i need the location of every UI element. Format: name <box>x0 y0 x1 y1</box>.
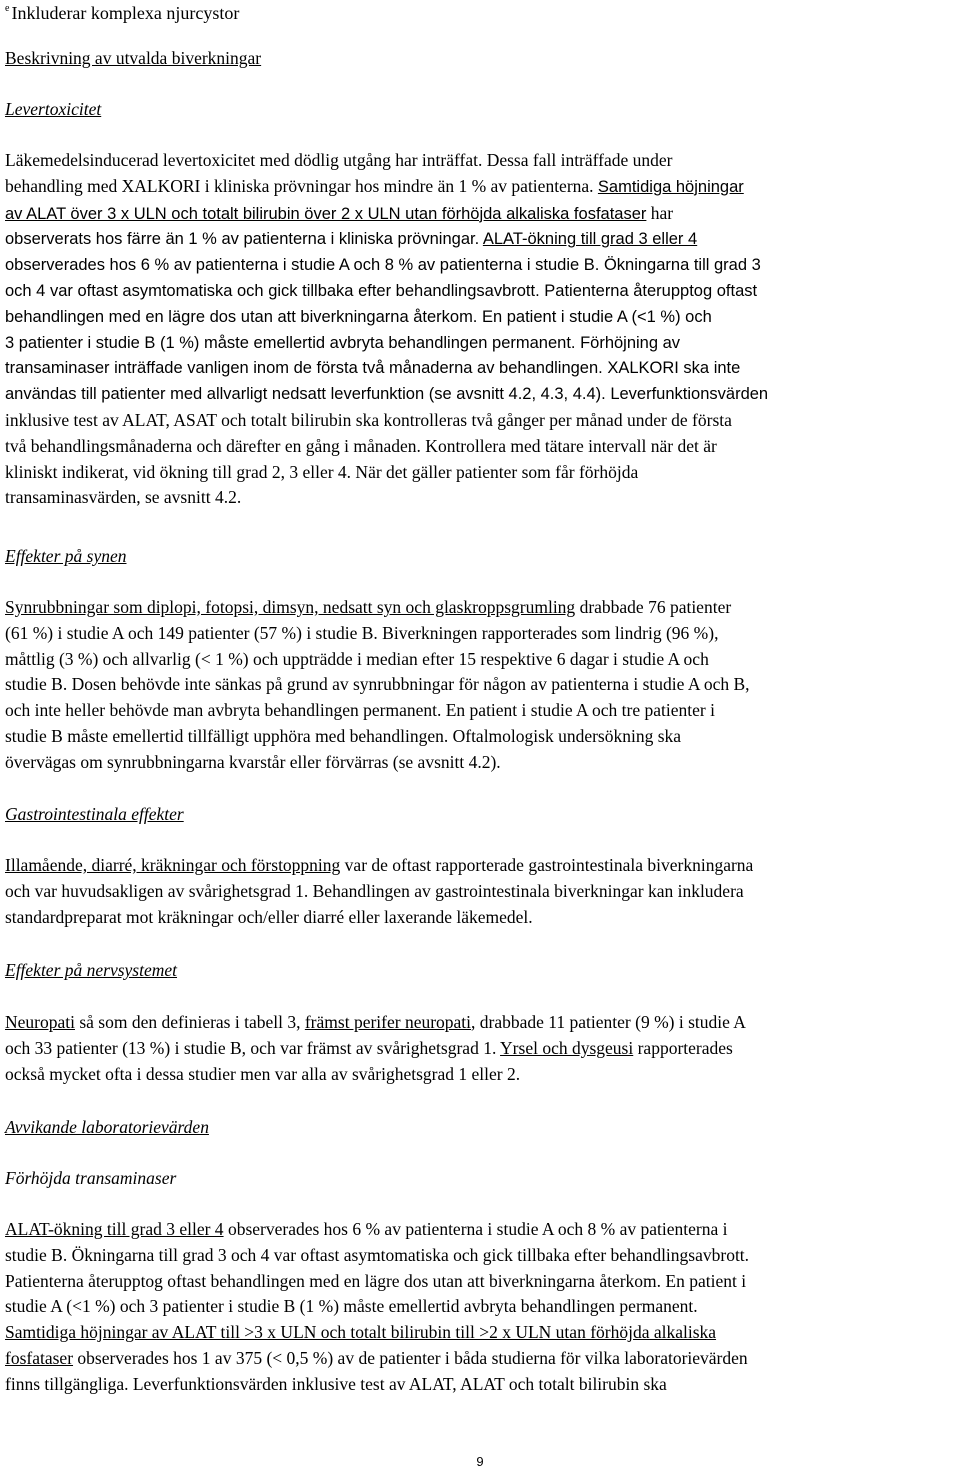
nerv-paragraph <box>5 1010 955 1087</box>
highlighted-text: Yrsel och dysgeusi <box>500 1037 634 1058</box>
highlighted-text: ALAT-ökning till grad 3 eller 4 <box>5 1219 224 1239</box>
syn-paragraph <box>5 595 955 776</box>
footnote-text: Inkluderar komplexa njurcystor <box>11 3 240 23</box>
lab-subheading: Förhöjda transaminaser <box>5 1168 177 1188</box>
text-line: och var huvudsakligen av svårighetsgrad 1. Behandlingen av gastrointestinala biverkningar kan inkludera <box>5 880 744 901</box>
gi-paragraph <box>5 853 955 930</box>
text-line <box>5 1320 955 1346</box>
highlighted-text: Synrubbningar som diplopi, fotopsi, dimsyn, nedsatt syn och glaskroppsgrumling <box>5 597 576 617</box>
text-line: transaminasvärden, se avsnitt 4.2. <box>5 487 242 508</box>
text-line: och 4 var oftast asymtomatiska och gick tillbaka efter behandlingsavbrott. Patienterna återupptog oftast <box>5 281 758 300</box>
text-line: ALAT-ökning till grad 3 eller 4 observerades hos 6 % av patienterna i studie A och 8 % av patienterna i <box>5 1219 728 1239</box>
text-line: och inte heller behövde man avbryta behandlingen permanent. En patient i studie A och tre patienter i <box>5 700 715 721</box>
text-line: studie B. Dosen behövde inte sänkas på grund av synrubbningar för någon av patienterna i studie A och B, <box>5 674 750 695</box>
text-line: finns tillgängliga. Leverfunktionsvärden inklusive test av ALAT, ALAT och totalt bilirubin ska <box>5 1373 667 1394</box>
text-line: inklusive test av ALAT, ASAT och totalt bilirubin ska kontrolleras två gånger per månad under de första <box>5 409 732 430</box>
highlighted-text: främst perifer neuropati <box>304 1012 472 1032</box>
highlighted-text: ALAT-ökning till grad 3 eller 4 <box>482 230 698 249</box>
text-line: användas till patienter med allvarligt nedsatt leverfunktion (se avsnitt 4.2, 4.3, 4.4). Leverfunktionsvärden <box>5 385 769 404</box>
text-line: studie B måste emellertid tillfälligt upphöra med behandlingen. Oftalmologisk undersökning ska <box>5 725 682 746</box>
text-line: Läkemedelsinducerad levertoxicitet med dödlig utgång har inträffat. Dessa fall inträffade under <box>5 150 673 170</box>
highlighted-text: Neuropati <box>5 1012 75 1032</box>
text-line: standardpreparat mot kräkningar och/eller diarré eller laxerande läkemedel. <box>5 906 533 927</box>
text-line: (61 %) i studie A och 149 patienter (57 %) i studie B. Biverkningen rapporterades som lindrig (96 %), <box>5 622 719 643</box>
levertox-heading: Levertoxicitet <box>5 99 102 119</box>
text-line: och 33 patienter (13 %) i studie B, och var främst av svårighetsgrad 1. Yrsel och dysgeusi rapporterades <box>5 1037 733 1058</box>
footnote-marker: e <box>5 3 10 14</box>
nerv-heading: Effekter på nervsystemet <box>5 960 178 980</box>
text-line: observerades hos 6 % av patienterna i studie A och 8 % av patienterna i studie B. Ökningarna till grad 3 <box>5 256 761 275</box>
text-line: Synrubbningar som diplopi, fotopsi, dimsyn, nedsatt syn och glaskroppsgrumling drabbade 76 patienter <box>5 597 732 617</box>
text-line: två behandlingsmånaderna och därefter en gång i månaden. Kontrollera med tätare intervall när det är <box>5 435 717 456</box>
levertox-paragraph <box>5 148 955 511</box>
highlighted-text: av ALAT över 3 x ULN och totalt bilirubin över 2 x ULN utan förhöjda alkaliska fosfataser <box>5 204 647 223</box>
highlighted-text: Illamående, diarré, kräkningar och förstoppning <box>5 855 341 875</box>
text-line: av ALAT över 3 x ULN och totalt bilirubin över 2 x ULN utan förhöjda alkaliska fosfataser har <box>5 202 674 223</box>
text-line: övervägas om synrubbningarna kvarstår eller förvärras (se avsnitt 4.2). <box>5 751 501 772</box>
lab-heading: Avvikande laboratorievärden <box>5 1117 209 1137</box>
highlighted-text: Samtidiga höjningar av ALAT till >3 x ULN och totalt bilirubin till >2 x ULN utan förhöjda alkaliska <box>5 1322 717 1343</box>
highlighted-text: fosfataser <box>5 1347 74 1368</box>
text-line: måttlig (3 %) och allvarlig (< 1 %) och uppträdde i median efter 15 respektive 6 dagar i studie A och <box>5 648 709 669</box>
text-line: observerats hos färre än 1 % av patienterna i kliniska prövningar. ALAT-ökning till grad 3 eller 4 <box>5 230 698 249</box>
text-line: studie B. Ökningarna till grad 3 och 4 var oftast asymtomatiska och gick tillbaka efter behandlingsavbrott. <box>5 1244 750 1265</box>
text-line: 3 patienter i studie B (1 %) måste emellertid avbryta behandlingen permanent. Förhöjning av <box>5 333 681 352</box>
text-line: behandlingen med en lägre dos utan att biverkningarna återkom. En patient i studie A (<1 %) och <box>5 307 712 326</box>
syn-heading: Effekter på synen <box>5 546 127 566</box>
lab-paragraph <box>5 1217 955 1398</box>
section-title: Beskrivning av utvalda biverkningar <box>5 48 262 68</box>
text-line: studie A (<1 %) och 3 patienter i studie B (1 %) måste emellertid avbryta behandlingen permanent. <box>5 1296 698 1317</box>
text-line: Illamående, diarré, kräkningar och förstoppning var de oftast rapporterade gastrointestinala biverkningarna <box>5 855 754 875</box>
page-number: 9 <box>476 1454 484 1469</box>
text-line: Patienterna återupptog oftast behandlingen med en lägre dos utan att biverkningarna återkom. En patient i <box>5 1270 747 1291</box>
gi-heading: Gastrointestinala effekter <box>5 804 184 824</box>
text-line: behandling med XALKORI i kliniska prövningar hos mindre än 1 % av patienterna. Samtidiga höjningar <box>5 175 744 196</box>
highlighted-text: Samtidiga höjningar <box>597 177 744 196</box>
text-line: också mycket ofta i dessa studier men var alla av svårighetsgrad 1 eller 2. <box>5 1063 521 1084</box>
text-line: kliniskt indikerat, vid ökning till grad 2, 3 eller 4. När det gäller patienter som får förhöjda <box>5 461 639 482</box>
footnote <box>5 0 239 27</box>
text-line: fosfataser observerades hos 1 av 375 (< 0,5 %) av de patienter i båda studierna för vilka laboratorievärden <box>5 1347 748 1368</box>
text-line: transaminaser inträffade vanligen inom de första två månaderna av behandlingen. XALKORI ska inte <box>5 359 741 378</box>
text-line: Neuropati så som den definieras i tabell 3, främst perifer neuropati, drabbade 11 patienter (9 %) i studie A <box>5 1012 746 1032</box>
